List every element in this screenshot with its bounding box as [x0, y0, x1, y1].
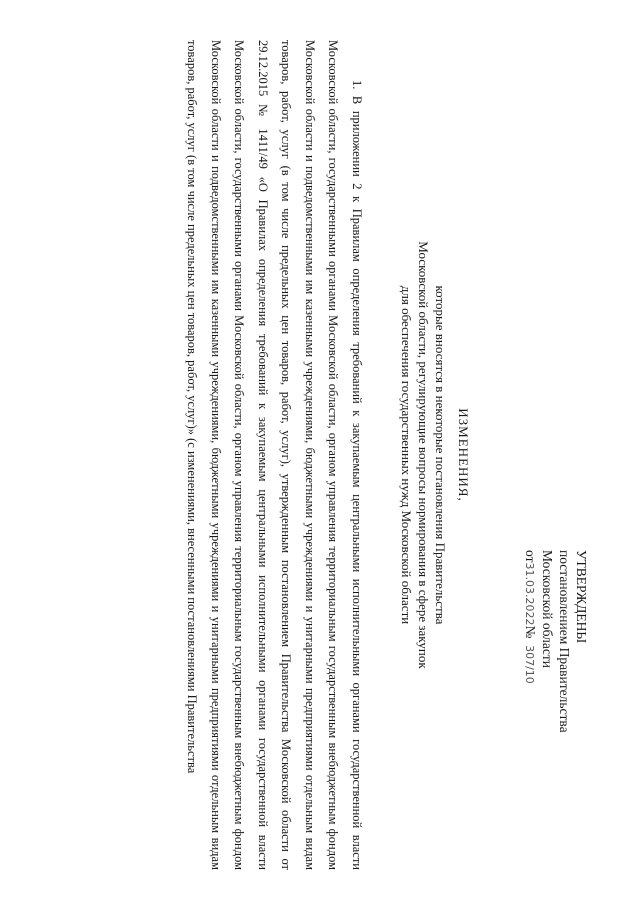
heading-title: ИЗМЕНЕНИЯ,	[456, 408, 471, 502]
approval-date: 31.03.2022	[523, 562, 536, 626]
approval-number-prefix: №	[523, 625, 538, 639]
approval-date-line	[521, 550, 539, 870]
approval-date-prefix: от	[523, 550, 538, 563]
approval-title: УТВЕРЖДЕНЫ	[574, 550, 589, 644]
approval-number: 307/10	[523, 645, 536, 684]
approval-line-region: Московской области	[540, 550, 555, 669]
paragraph-1: 1. В приложении 2 к Правилам определения требований к закупаемым центральными исполнительными органами государственной власти Московской области, государственными органами Московской области, органом управления территориальным государственным внебюджетным фондом Московской области и подведомственными им казенными учреждениями, бюджетными учреждениями и унитарными предприятиями отдельным видам товаров, работ, услуг (в том числе предельных цен товаров, работ, услуг), утвержденным постановлением Правительства Московской области от 29.12.2015 № 1411/49 «О Правилах определения требований к закупаемым центральными исполнительными органами государственной власти Московской области, государственными органами Московской области, органом управления территориальным государственным внебюджетным фондом Московской области и подведомственными им казенными учреждениями, бюджетными учреждениями и унитарными предприятиями отдельным видам товаров, работ, услуг (в том числе предельных цен товаров, работ, услуг)» (с изменениями, внесенными постановлениями Правительства	[185, 40, 364, 870]
heading-line-2: Московской области, регулирующие вопросы нормирования в сфере закупок	[416, 241, 431, 669]
document-heading	[398, 30, 472, 880]
rotated-content	[50, 30, 590, 880]
approval-line-decree: постановлением Правительства	[557, 550, 572, 733]
document-body	[180, 40, 368, 870]
heading-line-3: для обеспечения государственных нужд Московской области	[399, 285, 414, 625]
approval-block	[521, 550, 590, 870]
heading-line-1: которые вносятся в некоторые постановления Правительства	[433, 285, 448, 625]
